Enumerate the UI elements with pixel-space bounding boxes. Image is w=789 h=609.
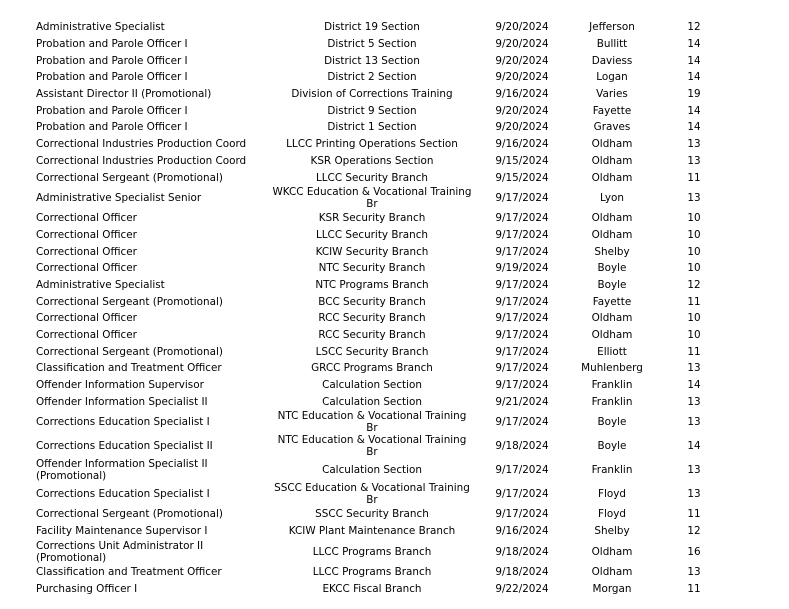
- county-cell: Elliott: [597, 345, 627, 358]
- posting-date-cell: 9/20/2024: [495, 71, 549, 84]
- table-row: [36, 243, 736, 260]
- job-title-cell: Corrections Unit Administrator II (Promotional): [36, 539, 204, 564]
- grade-cell: 13: [687, 191, 701, 204]
- table-row: [36, 506, 736, 523]
- county-cell: Fayette: [592, 104, 632, 117]
- county-cell: Muhlenberg: [581, 362, 643, 375]
- job-title-cell: Facility Maintenance Supervisor I: [36, 525, 208, 538]
- county-cell: Logan: [596, 71, 628, 84]
- location-cell: LSCC Security Branch: [315, 345, 429, 358]
- posting-date-cell: 9/17/2024: [495, 416, 549, 429]
- job-title-cell: Correctional Officer: [36, 312, 137, 325]
- posting-date-cell: 9/22/2024: [495, 582, 549, 595]
- location-cell: District 5 Section: [327, 38, 417, 51]
- job-title-cell: Offender Information Specialist II: [36, 395, 208, 408]
- county-cell: Daviess: [591, 54, 633, 67]
- posting-date-cell: 9/16/2024: [495, 525, 549, 538]
- county-cell: Shelby: [594, 525, 630, 538]
- location-cell: Division of Corrections Training: [291, 88, 453, 101]
- location-cell: District 2 Section: [327, 71, 417, 84]
- grade-cell: 14: [687, 54, 701, 67]
- posting-date-cell: 9/18/2024: [495, 565, 549, 578]
- county-cell: Oldham: [591, 545, 633, 558]
- job-title-cell: Correctional Sergeant (Promotional): [36, 171, 223, 184]
- grade-cell: 13: [687, 138, 701, 151]
- job-title-cell: Correctional Industries Production Coord: [36, 138, 247, 151]
- county-cell: Boyle: [597, 278, 627, 291]
- job-listing-rows: [36, 19, 736, 597]
- table-row: [36, 260, 736, 277]
- county-cell: Varies: [596, 88, 628, 101]
- county-cell: Oldham: [591, 228, 633, 241]
- job-title-cell: Classification and Treatment Officer: [36, 362, 222, 375]
- location-cell: NTC Programs Branch: [315, 278, 429, 291]
- grade-cell: 13: [687, 464, 701, 477]
- job-title-cell: Administrative Specialist: [36, 278, 165, 291]
- posting-date-cell: 9/17/2024: [495, 345, 549, 358]
- job-title-cell: Correctional Officer: [36, 212, 137, 225]
- posting-date-cell: 9/17/2024: [495, 212, 549, 225]
- grade-cell: 14: [687, 379, 701, 392]
- posting-date-cell: 9/18/2024: [495, 545, 549, 558]
- grade-cell: 10: [687, 312, 701, 325]
- county-cell: Fayette: [592, 295, 632, 308]
- job-title-cell: Offender Information Specialist II (Promotional): [36, 458, 208, 483]
- posting-date-cell: 9/17/2024: [495, 464, 549, 477]
- table-row: [36, 580, 736, 597]
- table-row: [36, 310, 736, 327]
- grade-cell: 14: [687, 440, 701, 453]
- job-title-cell: Correctional Officer: [36, 262, 137, 275]
- location-cell: LLCC Security Branch: [315, 171, 428, 184]
- county-cell: Oldham: [591, 565, 633, 578]
- grade-cell: 11: [687, 582, 701, 595]
- posting-date-cell: 9/16/2024: [495, 138, 549, 151]
- job-title-cell: Corrections Education Specialist I: [36, 416, 210, 429]
- location-cell: District 13 Section: [324, 54, 420, 67]
- grade-cell: 13: [687, 362, 701, 375]
- grade-cell: 14: [687, 121, 701, 134]
- location-cell: Calculation Section: [322, 464, 422, 477]
- posting-date-cell: 9/17/2024: [495, 191, 549, 204]
- county-cell: Oldham: [591, 154, 633, 167]
- posting-date-cell: 9/18/2024: [495, 440, 549, 453]
- job-title-cell: Administrative Specialist Senior: [36, 191, 202, 204]
- job-title-cell: Correctional Sergeant (Promotional): [36, 508, 223, 521]
- county-cell: Franklin: [591, 395, 633, 408]
- grade-cell: 11: [687, 295, 701, 308]
- job-title-cell: Probation and Parole Officer I: [36, 38, 188, 51]
- location-cell: KCIW Plant Maintenance Branch: [288, 525, 456, 538]
- posting-date-cell: 9/21/2024: [495, 395, 549, 408]
- table-row: [36, 86, 736, 103]
- grade-cell: 14: [687, 71, 701, 84]
- location-cell: KSR Security Branch: [318, 212, 426, 225]
- table-row: [36, 277, 736, 294]
- location-cell: LLCC Security Branch: [315, 228, 428, 241]
- table-row: [36, 540, 736, 564]
- posting-date-cell: 9/17/2024: [495, 278, 549, 291]
- job-title-cell: Probation and Parole Officer I: [36, 54, 188, 67]
- job-title-cell: Offender Information Supervisor: [36, 379, 204, 392]
- job-title-cell: Administrative Specialist: [36, 21, 165, 34]
- county-cell: Shelby: [594, 245, 630, 258]
- table-row: [36, 393, 736, 410]
- county-cell: Jefferson: [589, 21, 635, 34]
- location-cell: NTC Security Branch: [318, 262, 426, 275]
- job-title-cell: Classification and Treatment Officer: [36, 565, 222, 578]
- location-cell: RCC Security Branch: [318, 312, 426, 325]
- job-title-cell: Correctional Officer: [36, 228, 137, 241]
- job-title-cell: Purchasing Officer I: [36, 582, 138, 595]
- location-cell: NTC Education & Vocational Training Br: [277, 434, 467, 459]
- job-title-cell: Correctional Officer: [36, 245, 137, 258]
- table-row: [36, 410, 736, 434]
- job-title-cell: Probation and Parole Officer I: [36, 121, 188, 134]
- grade-cell: 13: [687, 395, 701, 408]
- county-cell: Floyd: [598, 488, 626, 501]
- location-cell: Calculation Section: [322, 379, 422, 392]
- grade-cell: 16: [687, 545, 701, 558]
- table-row: [36, 227, 736, 244]
- grade-cell: 10: [687, 212, 701, 225]
- table-row: [36, 293, 736, 310]
- grade-cell: 14: [687, 38, 701, 51]
- county-cell: Boyle: [597, 440, 627, 453]
- table-row: [36, 136, 736, 153]
- job-title-cell: Correctional Industries Production Coord: [36, 154, 247, 167]
- location-cell: GRCC Programs Branch: [311, 362, 433, 375]
- table-row: [36, 458, 736, 482]
- county-cell: Boyle: [597, 262, 627, 275]
- posting-date-cell: 9/17/2024: [495, 379, 549, 392]
- table-row: [36, 69, 736, 86]
- posting-date-cell: 9/20/2024: [495, 38, 549, 51]
- posting-date-cell: 9/20/2024: [495, 104, 549, 117]
- table-row: [36, 343, 736, 360]
- county-cell: Oldham: [591, 171, 633, 184]
- grade-cell: 11: [687, 508, 701, 521]
- grade-cell: 13: [687, 416, 701, 429]
- location-cell: LLCC Printing Operations Section: [286, 138, 458, 151]
- grade-cell: 13: [687, 565, 701, 578]
- table-row: [36, 36, 736, 53]
- grade-cell: 10: [687, 228, 701, 241]
- posting-date-cell: 9/17/2024: [495, 245, 549, 258]
- posting-date-cell: 9/17/2024: [495, 329, 549, 342]
- location-cell: KCIW Security Branch: [315, 245, 429, 258]
- county-cell: Franklin: [591, 379, 633, 392]
- posting-date-cell: 9/15/2024: [495, 171, 549, 184]
- grade-cell: 13: [687, 488, 701, 501]
- table-row: [36, 153, 736, 170]
- job-title-cell: Corrections Education Specialist II: [36, 440, 213, 453]
- table-row: [36, 102, 736, 119]
- posting-date-cell: 9/17/2024: [495, 362, 549, 375]
- table-row: [36, 210, 736, 227]
- county-cell: Bullitt: [596, 38, 628, 51]
- job-title-cell: Correctional Sergeant (Promotional): [36, 345, 223, 358]
- grade-cell: 11: [687, 171, 701, 184]
- grade-cell: 10: [687, 329, 701, 342]
- location-cell: SSCC Security Branch: [315, 508, 429, 521]
- posting-date-cell: 9/15/2024: [495, 154, 549, 167]
- job-title-cell: Probation and Parole Officer I: [36, 104, 188, 117]
- posting-date-cell: 9/19/2024: [495, 262, 549, 275]
- job-title-cell: Corrections Education Specialist I: [36, 488, 210, 501]
- grade-cell: 12: [687, 525, 701, 538]
- table-row: [36, 482, 736, 506]
- county-cell: Floyd: [598, 508, 626, 521]
- county-cell: Franklin: [591, 464, 633, 477]
- location-cell: KSR Operations Section: [310, 154, 434, 167]
- county-cell: Graves: [593, 121, 631, 134]
- table-row: [36, 169, 736, 186]
- county-cell: Oldham: [591, 312, 633, 325]
- job-title-cell: Correctional Sergeant (Promotional): [36, 295, 223, 308]
- grade-cell: 19: [687, 88, 701, 101]
- location-cell: District 9 Section: [327, 104, 417, 117]
- posting-date-cell: 9/17/2024: [495, 228, 549, 241]
- location-cell: RCC Security Branch: [318, 329, 426, 342]
- grade-cell: 11: [687, 345, 701, 358]
- table-row: [36, 434, 736, 458]
- table-row: [36, 119, 736, 136]
- job-title-cell: Assistant Director II (Promotional): [36, 88, 212, 101]
- county-cell: Oldham: [591, 212, 633, 225]
- table-row: [36, 327, 736, 344]
- posting-date-cell: 9/17/2024: [495, 295, 549, 308]
- county-cell: Oldham: [591, 138, 633, 151]
- grade-cell: 14: [687, 104, 701, 117]
- location-cell: District 19 Section: [324, 21, 420, 34]
- posting-date-cell: 9/20/2024: [495, 121, 549, 134]
- grade-cell: 12: [687, 278, 701, 291]
- grade-cell: 13: [687, 154, 701, 167]
- location-cell: LLCC Programs Branch: [312, 545, 432, 558]
- posting-date-cell: 9/17/2024: [495, 312, 549, 325]
- county-cell: Boyle: [597, 416, 627, 429]
- posting-date-cell: 9/17/2024: [495, 488, 549, 501]
- county-cell: Lyon: [600, 191, 624, 204]
- grade-cell: 10: [687, 262, 701, 275]
- job-title-cell: Probation and Parole Officer I: [36, 71, 188, 84]
- table-row: [36, 377, 736, 394]
- posting-date-cell: 9/20/2024: [495, 54, 549, 67]
- posting-date-cell: 9/17/2024: [495, 508, 549, 521]
- table-row: [36, 52, 736, 69]
- grade-cell: 10: [687, 245, 701, 258]
- location-cell: District 1 Section: [327, 121, 417, 134]
- location-cell: NTC Education & Vocational Training Br: [277, 410, 467, 435]
- job-title-cell: Correctional Officer: [36, 329, 137, 342]
- posting-date-cell: 9/20/2024: [495, 21, 549, 34]
- location-cell: SSCC Education & Vocational Training Br: [274, 482, 470, 507]
- table-row: [36, 186, 736, 210]
- county-cell: Morgan: [592, 582, 632, 595]
- location-cell: EKCC Fiscal Branch: [322, 582, 422, 595]
- location-cell: BCC Security Branch: [318, 295, 426, 308]
- table-row: [36, 19, 736, 36]
- county-cell: Oldham: [591, 329, 633, 342]
- location-cell: Calculation Section: [322, 395, 422, 408]
- posting-date-cell: 9/16/2024: [495, 88, 549, 101]
- location-cell: LLCC Programs Branch: [312, 565, 432, 578]
- table-row: [36, 564, 736, 581]
- table-row: [36, 523, 736, 540]
- location-cell: WKCC Education & Vocational Training Br: [272, 185, 472, 210]
- table-row: [36, 360, 736, 377]
- job-listing-table: [36, 19, 736, 597]
- grade-cell: 12: [687, 21, 701, 34]
